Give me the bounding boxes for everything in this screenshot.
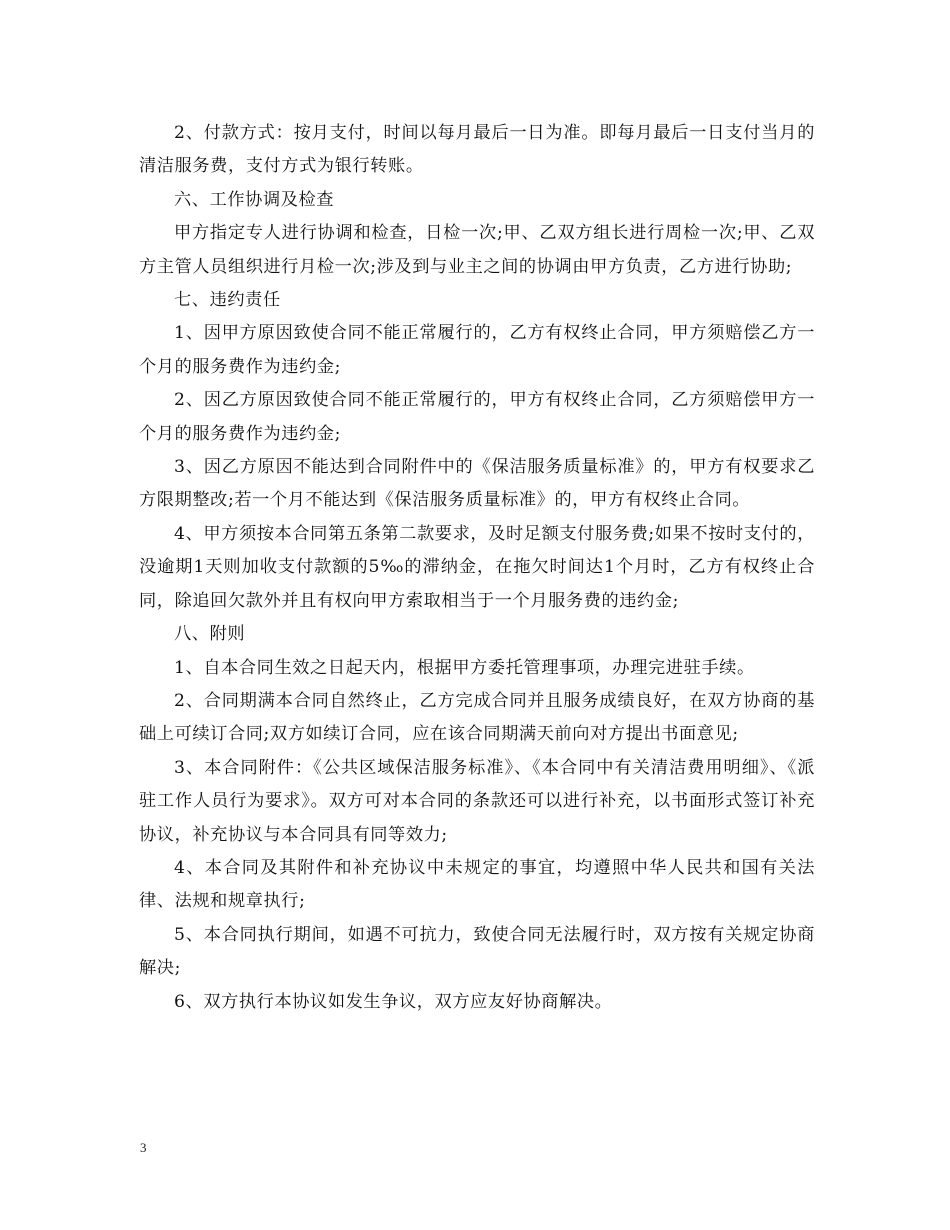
paragraph-appendix-4: 4、本合同及其附件和补充协议中未规定的事宜，均遵照中华人民共和国有关法律、法规和规章执行;: [139, 857, 815, 912]
paragraph-appendix-3: 3、本合同附件：《公共区域保洁服务标准》、《本合同中有关清洁费用明细》、《派驻工作人员行为要求》。双方可对本合同的条款还可以进行补充，以书面形式签订补充协议，补充协议与本合同具有同等效力;: [139, 757, 815, 845]
paragraph-liability-4: 4、甲方须按本合同第五条第二款要求，及时足额支付服务费;如果不按时支付的，没逾期1天则加收支付款额的5‰的滞纳金，在拖欠时间达1个月时，乙方有权终止合同，除追回欠款外并且有权向甲方索取相当于一个月服务费的违约金;: [139, 523, 815, 611]
paragraph-liability-3: 3、因乙方原因不能达到合同附件中的《保洁服务质量标准》的，甲方有权要求乙方限期整改;若一个月不能达到《保洁服务质量标准》的，甲方有权终止合同。: [139, 457, 815, 511]
paragraph-coordination: 甲方指定专人进行协调和检查，日检一次;甲、乙双方组长进行周检一次;甲、乙双方主管人员组织进行月检一次;涉及到与业主之间的协调由甲方负责，乙方进行协助;: [139, 223, 815, 277]
document-body: [139, 117, 815, 1019]
page-number: 3: [140, 1140, 147, 1155]
paragraph-appendix-1: 1、自本合同生效之日起天内，根据甲方委托管理事项，办理完进驻手续。: [174, 657, 755, 678]
section-heading-coordination: 六、工作协调及检查: [174, 189, 335, 210]
paragraph-appendix-5: 5、本合同执行期间，如遇不可抗力，致使合同无法履行时，双方按有关规定协商解决;: [139, 924, 815, 979]
paragraph-liability-1: 1、因甲方原因致使合同不能正常履行的，乙方有权终止合同，甲方须赔偿乙方一个月的服务费作为违约金;: [139, 323, 815, 377]
section-heading-liability: 七、违约责任: [174, 290, 281, 311]
paragraph-appendix-6: 6、双方执行本协议如发生争议，双方应友好协商解决。: [174, 991, 613, 1012]
paragraph-payment-method: 2、付款方式：按月支付，时间以每月最后一日为准。即每月最后一日支付当月的清洁服务费，支付方式为银行转账。: [139, 123, 815, 177]
paragraph-appendix-2: 2、合同期满本合同自然终止，乙方完成合同并且服务成绩良好，在双方协商的基础上可续订合同;双方如续订合同，应在该合同期满天前向对方提出书面意见;: [139, 690, 815, 745]
paragraph-liability-2: 2、因乙方原因致使合同不能正常履行的，甲方有权终止合同，乙方须赔偿甲方一个月的服务费作为违约金;: [139, 390, 815, 444]
section-heading-appendix: 八、附则: [174, 624, 246, 645]
